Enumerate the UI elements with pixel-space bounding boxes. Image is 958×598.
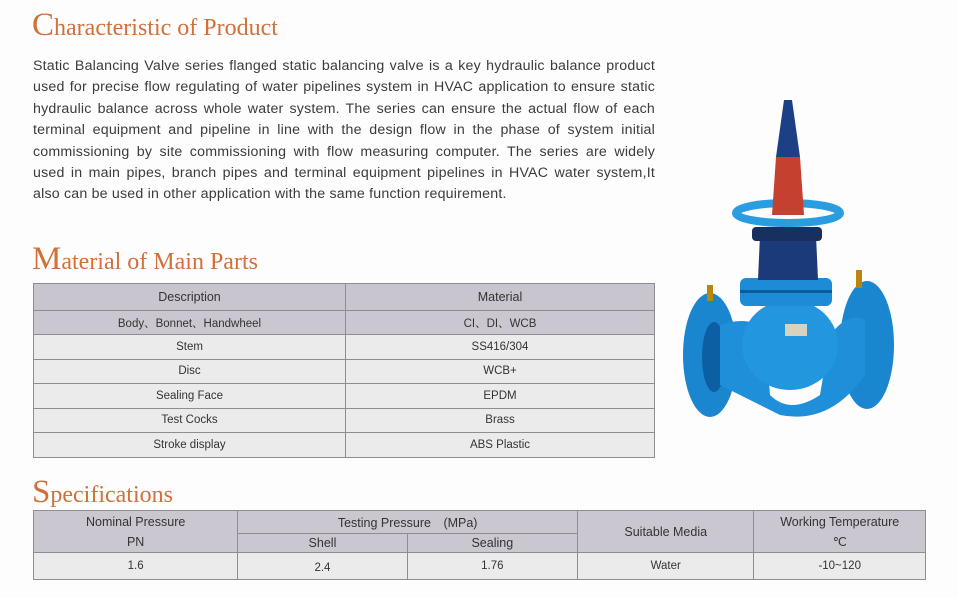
cell-material: ABS Plastic bbox=[346, 433, 655, 458]
header-shell: Shell bbox=[238, 534, 407, 553]
cell-part: Stem bbox=[34, 335, 346, 360]
cell-sealing: 1.76 bbox=[407, 553, 577, 580]
heading-cap: C bbox=[32, 7, 55, 43]
label-temp-unit: ℃ bbox=[832, 534, 847, 549]
label-nominal-pressure: Nominal Pressure bbox=[85, 514, 186, 529]
cell-part: Stroke display bbox=[34, 433, 346, 458]
heading-cap: S bbox=[32, 474, 51, 510]
cell-material: CI、DI、WCB bbox=[346, 311, 655, 335]
header-suitable-media: Suitable Media bbox=[578, 511, 754, 553]
label-working-temperature: Working Temperature bbox=[780, 514, 900, 529]
table-header-row bbox=[34, 284, 655, 311]
heading-rest: pecifications bbox=[50, 482, 173, 508]
header-sealing: Sealing bbox=[407, 534, 577, 553]
heading-cap: M bbox=[32, 241, 62, 277]
cell-material: WCB+ bbox=[346, 359, 655, 384]
label-pn: PN bbox=[126, 534, 145, 549]
table-row bbox=[34, 433, 655, 458]
header-working-temperature bbox=[754, 511, 926, 553]
cell-shell: 2.4 bbox=[238, 553, 407, 580]
heading-characteristic bbox=[32, 9, 278, 42]
product-description: Static Balancing Valve series flanged static balancing valve is a key hydraulic balance product used for precise flow regulating of water pipelines system in HVAC application to ensure static hydraulic balance across whole water system. The series can ensure the actual flow of each terminal equipment and pipeline in line with the design flow in the phase of system initial commissioning by site commissioning with flow measuring computer. The series are widely used in main pipes, branch pipes and terminal equipment pipelines in HVAC water system,It also can be used in other application with the same function requirement. bbox=[33, 58, 655, 203]
heading-rest: haracteristic of Product bbox=[54, 15, 278, 41]
cell-part: Sealing Face bbox=[34, 384, 346, 409]
cell-material: Brass bbox=[346, 408, 655, 433]
cell-part: Body、Bonnet、Handwheel bbox=[34, 311, 346, 335]
specifications-table bbox=[33, 510, 926, 580]
cell-pn: 1.6 bbox=[34, 553, 238, 580]
table-row bbox=[34, 384, 655, 409]
table-row bbox=[34, 335, 655, 360]
heading-specifications bbox=[32, 476, 173, 509]
cell-material: SS416/304 bbox=[346, 335, 655, 360]
header-material: Material bbox=[346, 284, 655, 311]
header-nominal-pressure bbox=[34, 511, 238, 553]
cell-material: EPDM bbox=[346, 384, 655, 409]
table-row bbox=[34, 359, 655, 384]
header-testing-pressure: Testing Pressure (MPa) bbox=[238, 511, 578, 534]
heading-rest: aterial of Main Parts bbox=[61, 249, 258, 275]
table-row bbox=[34, 408, 655, 433]
table-row bbox=[34, 311, 655, 335]
valve-product-image bbox=[680, 95, 905, 425]
cell-temperature: -10~120 bbox=[754, 553, 926, 580]
header-description: Description bbox=[34, 284, 346, 311]
material-table bbox=[33, 283, 655, 458]
cell-part: Disc bbox=[34, 359, 346, 384]
cell-media: Water bbox=[578, 553, 754, 580]
cell-part: Test Cocks bbox=[34, 408, 346, 433]
heading-material bbox=[32, 243, 258, 276]
table-row bbox=[34, 553, 926, 580]
